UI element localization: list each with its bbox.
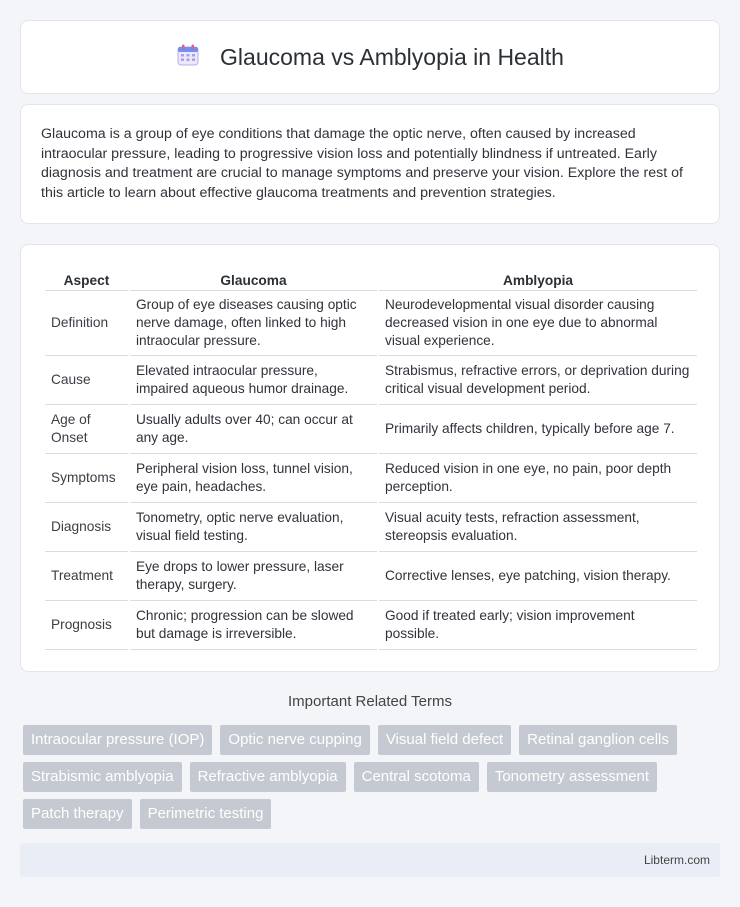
related-term-tag[interactable]: Intraocular pressure (IOP) xyxy=(23,725,212,755)
related-terms-title: Important Related Terms xyxy=(288,693,452,710)
table-row xyxy=(45,405,697,454)
comparison-table-card xyxy=(20,244,720,672)
calendar-icon xyxy=(176,43,200,72)
row-glaucoma: Group of eye diseases causing optic nerve damage, often linked to high intraocular pressure. xyxy=(130,291,377,356)
row-aspect: Prognosis xyxy=(45,601,128,650)
row-aspect: Age of Onset xyxy=(45,405,128,454)
footer-site-link[interactable]: Libterm.com xyxy=(643,853,710,867)
row-glaucoma: Elevated intraocular pressure, impaired aqueous humor drainage. xyxy=(130,356,377,405)
header-glaucoma: Glaucoma xyxy=(130,265,377,291)
comparison-table xyxy=(43,265,699,650)
related-term-tag[interactable]: Optic nerve cupping xyxy=(220,725,369,755)
row-glaucoma: Tonometry, optic nerve evaluation, visual field testing. xyxy=(130,503,377,552)
page-title: Glaucoma vs Amblyopia in Health xyxy=(220,43,564,70)
row-amblyopia: Reduced vision in one eye, no pain, poor depth perception. xyxy=(379,454,697,503)
table-row xyxy=(45,291,697,356)
related-term-tag[interactable]: Retinal ganglion cells xyxy=(519,725,677,755)
row-amblyopia: Neurodevelopmental visual disorder causing decreased vision in one eye due to abnormal visual experience. xyxy=(379,291,697,356)
footer xyxy=(20,843,720,877)
row-aspect: Diagnosis xyxy=(45,503,128,552)
table-row xyxy=(45,601,697,650)
header-aspect: Aspect xyxy=(45,265,128,291)
row-amblyopia: Strabismus, refractive errors, or deprivation during critical visual development period. xyxy=(379,356,697,405)
table-header-row xyxy=(45,265,697,291)
related-term-tag[interactable]: Refractive amblyopia xyxy=(190,762,346,792)
row-amblyopia: Primarily affects children, typically before age 7. xyxy=(379,405,697,454)
row-glaucoma: Usually adults over 40; can occur at any age. xyxy=(130,405,377,454)
row-amblyopia: Corrective lenses, eye patching, vision therapy. xyxy=(379,552,697,601)
header-amblyopia: Amblyopia xyxy=(379,265,697,291)
related-term-tag[interactable]: Patch therapy xyxy=(23,799,132,829)
table-row xyxy=(45,503,697,552)
intro-paragraph: Glaucoma is a group of eye conditions that damage the optic nerve, often caused by increased intraocular pressure, leading to progressive vision loss and potentially blindness if untreated. Early diagnosis and treatment are crucial to manage symptoms and preserve your vision. Explore the rest of this article to learn about effective glaucoma treatments and prevention strategies. xyxy=(41,126,683,201)
related-term-tag[interactable]: Strabismic amblyopia xyxy=(23,762,182,792)
related-term-tag[interactable]: Central scotoma xyxy=(354,762,479,792)
row-amblyopia: Visual acuity tests, refraction assessment, stereopsis evaluation. xyxy=(379,503,697,552)
header-card xyxy=(20,20,720,94)
row-glaucoma: Eye drops to lower pressure, laser therapy, surgery. xyxy=(130,552,377,601)
related-term-tag[interactable]: Visual field defect xyxy=(378,725,511,755)
table-row xyxy=(45,356,697,405)
table-row xyxy=(45,552,697,601)
related-terms-list xyxy=(23,725,723,829)
row-aspect: Cause xyxy=(45,356,128,405)
table-row xyxy=(45,454,697,503)
row-aspect: Treatment xyxy=(45,552,128,601)
row-aspect: Definition xyxy=(45,291,128,356)
row-aspect: Symptoms xyxy=(45,454,128,503)
row-glaucoma: Chronic; progression can be slowed but damage is irreversible. xyxy=(130,601,377,650)
related-term-tag[interactable]: Tonometry assessment xyxy=(487,762,657,792)
row-amblyopia: Good if treated early; vision improvement possible. xyxy=(379,601,697,650)
row-glaucoma: Peripheral vision loss, tunnel vision, eye pain, headaches. xyxy=(130,454,377,503)
intro-card xyxy=(20,104,720,224)
related-term-tag[interactable]: Perimetric testing xyxy=(140,799,272,829)
